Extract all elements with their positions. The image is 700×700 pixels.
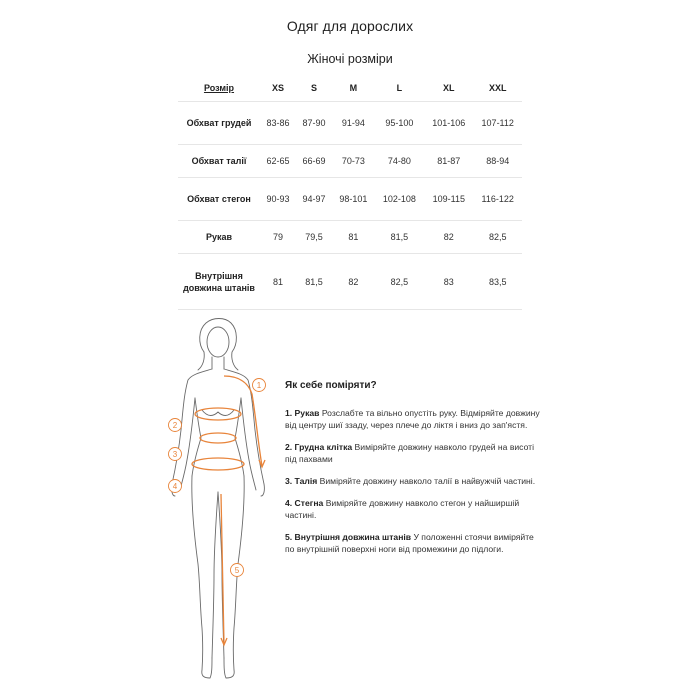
table-cell: 102-108: [375, 178, 424, 221]
hip-measure-line: [192, 458, 244, 470]
table-cell: 70-73: [332, 145, 375, 178]
row-label: Обхват стегон: [178, 178, 260, 221]
chest-measure-line: [195, 408, 241, 420]
step-title: 2. Грудна клітка: [285, 441, 353, 452]
table-cell: 116-122: [473, 178, 522, 221]
table-cell: 82,5: [375, 254, 424, 310]
table-cell: 81,5: [375, 221, 424, 254]
header-size: M: [332, 75, 375, 102]
table-cell: 82,5: [473, 221, 522, 254]
table-row: [178, 102, 522, 145]
header-size: L: [375, 75, 424, 102]
row-label: Обхват грудей: [178, 102, 260, 145]
table-cell: 83: [424, 254, 473, 310]
table-row: [178, 178, 522, 221]
header-size: S: [296, 75, 332, 102]
table-cell: 90-93: [260, 178, 296, 221]
step-title: 5. Внутрішня довжина штанів: [285, 531, 412, 542]
header-label: Розмір: [178, 75, 260, 102]
marker-5: 5: [234, 566, 240, 575]
header-size: XL: [424, 75, 473, 102]
page-title: Одяг для дорослих: [286, 18, 414, 34]
table-cell: 87-90: [296, 102, 332, 145]
step-text: Виміряйте довжину навколо грудей на висоті під пахвами: [285, 441, 535, 465]
row-label: Обхват талії: [178, 145, 260, 178]
row-label: Внутрішня довжина штанів: [178, 254, 260, 310]
waist-measure-line: [200, 433, 236, 443]
instruction-step: [285, 497, 540, 522]
table-cell: 82: [424, 221, 473, 254]
header-size: XXL: [473, 75, 522, 102]
table-cell: 66-69: [296, 145, 332, 178]
table-cell: 98-101: [332, 178, 375, 221]
table-subtitle: Жіночі розміри: [307, 52, 393, 66]
table-cell: 107-112: [473, 102, 522, 145]
table-row: [178, 254, 522, 310]
table-cell: 81-87: [424, 145, 473, 178]
row-label: Рукав: [178, 221, 260, 254]
body-outline: [172, 319, 265, 679]
instruction-step: [285, 441, 540, 466]
table-cell: 95-100: [375, 102, 424, 145]
step-text: Виміряйте довжину навколо талії в найвужчій частині.: [319, 475, 536, 486]
table-cell: 94-97: [296, 178, 332, 221]
step-title: 1. Рукав: [285, 407, 320, 418]
step-text: У положенні стоячи виміряйте по внутрішній поверхні ноги від промежини до підлоги.: [285, 531, 534, 555]
measurement-instructions: [285, 380, 540, 565]
table-cell: 83-86: [260, 102, 296, 145]
step-text: Розслабте та вільно опустіть руку. Відміряйте довжину від центру шиї ззаду, через плече до ліктя і вниз до зап'ястя.: [285, 407, 540, 431]
instruction-step: [285, 407, 540, 432]
table-cell: 74-80: [375, 145, 424, 178]
marker-3: 3: [172, 450, 178, 459]
marker-2: 2: [172, 421, 178, 430]
body-measurement-figure: [158, 314, 278, 690]
size-table: [178, 75, 522, 310]
marker-1: 1: [256, 381, 262, 390]
table-cell: 83,5: [473, 254, 522, 310]
step-title: 4. Стегна: [285, 497, 324, 508]
instructions-heading: Як себе поміряти?: [285, 380, 377, 391]
instruction-step: [285, 475, 540, 488]
table-cell: 109-115: [424, 178, 473, 221]
table-cell: 88-94: [473, 145, 522, 178]
step-text: Виміряйте довжину навколо стегон у найширшій частині.: [285, 497, 520, 521]
table-cell: 91-94: [332, 102, 375, 145]
table-row: [178, 145, 522, 178]
table-cell: 81: [332, 221, 375, 254]
table-cell: 79: [260, 221, 296, 254]
instruction-step: [285, 531, 540, 556]
table-cell: 62-65: [260, 145, 296, 178]
table-cell: 79,5: [296, 221, 332, 254]
table-cell: 82: [332, 254, 375, 310]
table-cell: 81,5: [296, 254, 332, 310]
marker-4: 4: [172, 482, 178, 491]
table-header-row: [178, 75, 522, 102]
table-row: [178, 221, 522, 254]
table-cell: 81: [260, 254, 296, 310]
step-title: 3. Талія: [285, 475, 318, 486]
table-cell: 101-106: [424, 102, 473, 145]
header-size: XS: [260, 75, 296, 102]
